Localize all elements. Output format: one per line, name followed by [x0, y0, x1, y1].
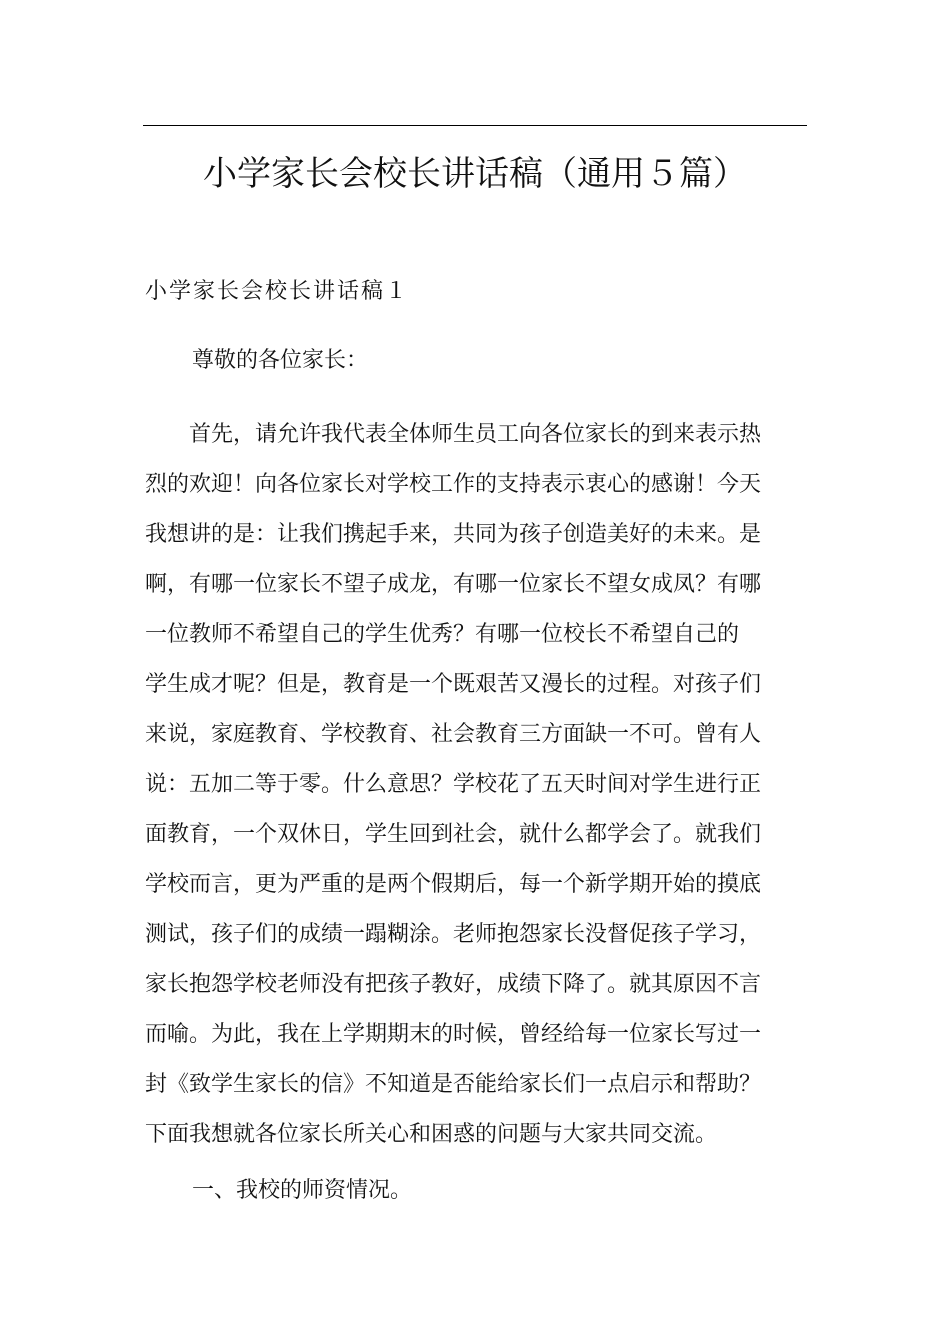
paragraph-line: 首先，请允许我代表全体师生员工向各位家长的到来表示热: [145, 422, 762, 447]
paragraph-line: 烈的欢迎！向各位家长对学校工作的支持表示衷心的感谢！今天: [145, 472, 762, 497]
paragraph-line: 家长抱怨学校老师没有把孩子教好，成绩下降了。就其原因不言: [145, 972, 762, 997]
paragraph-line: 来说，家庭教育、学校教育、社会教育三方面缺一不可。曾有人: [145, 722, 762, 747]
section-heading: 小学家长会校长讲话稿１: [145, 279, 410, 304]
header-rule: [143, 125, 807, 126]
paragraph-line: 学校而言，更为严重的是两个假期后，每一个新学期开始的摸底: [145, 872, 762, 897]
paragraph-line: 一位教师不希望自己的学生优秀？有哪一位校长不希望自己的: [145, 622, 740, 647]
paragraph-line: 学生成才呢？但是，教育是一个既艰苦又漫长的过程。对孩子们: [145, 672, 762, 697]
paragraph-line: 而喻。为此，我在上学期期末的时候，曾经给每一位家长写过一: [145, 1022, 762, 1047]
body-paragraph: [145, 410, 825, 1160]
paragraph-line: 啊，有哪一位家长不望子成龙，有哪一位家长不望女成凤？有哪: [145, 572, 762, 597]
paragraph-line: 面教育，一个双休日，学生回到社会，就什么都学会了。就我们: [145, 822, 762, 847]
paragraph-line: 我想讲的是：让我们携起手来，共同为孩子创造美好的未来。是: [145, 522, 762, 547]
sub-heading: 一、我校的师资情况。: [192, 1178, 413, 1203]
paragraph-line: 下面我想就各位家长所关心和困惑的问题与大家共同交流。: [145, 1122, 718, 1147]
paragraph-line: 封《致学生家长的信》不知道是否能给家长们一点启示和帮助？: [145, 1072, 762, 1097]
paragraph-line: 说：五加二等于零。什么意思？学校花了五天时间对学生进行正: [145, 772, 762, 797]
document-title: 小学家长会校长讲话稿（通用５篇）: [203, 154, 747, 194]
paragraph-line: 测试，孩子们的成绩一蹋糊涂。老师抱怨家长没督促孩子学习，: [145, 922, 762, 947]
salutation: 尊敬的各位家长：: [192, 348, 369, 373]
